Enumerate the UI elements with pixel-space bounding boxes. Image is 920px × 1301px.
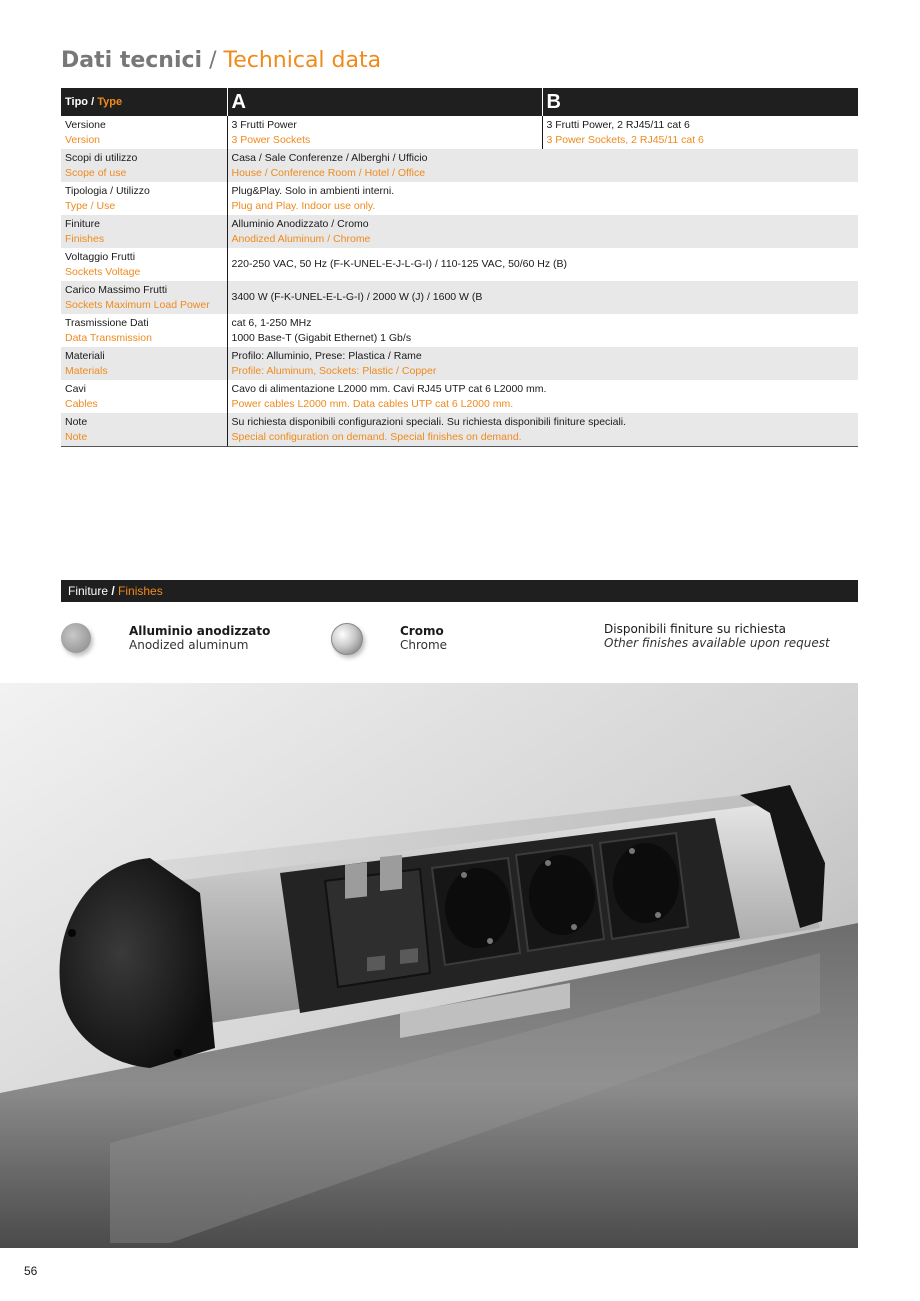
row-label bbox=[61, 215, 227, 248]
value-it: 3 Frutti Power bbox=[231, 118, 297, 131]
table-row bbox=[61, 413, 858, 447]
value-it: Plug&Play. Solo in ambienti interni. bbox=[231, 184, 395, 197]
row-label-en: Materials bbox=[65, 364, 108, 377]
row-label-en: Cables bbox=[65, 397, 98, 410]
row-label bbox=[61, 314, 227, 347]
row-label bbox=[61, 116, 227, 149]
table-row bbox=[61, 347, 858, 380]
row-label-it: Voltaggio Frutti bbox=[65, 250, 136, 263]
row-value bbox=[227, 248, 858, 281]
value-it: 220-250 VAC, 50 Hz (F-K-UNEL-E-J-L-G-I) / 110-125 VAC, 50/60 Hz (B) bbox=[231, 258, 568, 270]
finishes-section-bar bbox=[61, 580, 858, 602]
row-label-en: Sockets Maximum Load Power bbox=[65, 298, 210, 311]
header-type bbox=[61, 88, 227, 116]
row-value bbox=[227, 413, 858, 447]
table-header-row bbox=[61, 88, 858, 116]
row-value-a bbox=[227, 116, 542, 149]
value-en: Special configuration on demand. Special finishes on demand. bbox=[231, 430, 522, 443]
aluminum-swatch-icon bbox=[61, 623, 91, 653]
row-value bbox=[227, 149, 858, 182]
row-label bbox=[61, 281, 227, 314]
page-number: 56 bbox=[24, 1264, 38, 1278]
row-value bbox=[227, 347, 858, 380]
row-label-it: Finiture bbox=[65, 217, 101, 230]
table-row bbox=[61, 116, 858, 149]
row-value bbox=[227, 380, 858, 413]
row-label-it: Trasmissione Dati bbox=[65, 316, 149, 329]
finishes-bar-it: Finiture bbox=[68, 584, 109, 598]
finish-aluminum bbox=[129, 624, 270, 652]
value-it: Su richiesta disponibili configurazioni speciali. Su richiesta disponibili finiture speciali. bbox=[231, 415, 627, 428]
value-line-2: 1000 Base-T (Gigabit Ethernet) 1 Gb/s bbox=[231, 331, 412, 344]
row-label-it: Note bbox=[65, 415, 88, 428]
row-label-en: Note bbox=[65, 430, 88, 443]
table-row bbox=[61, 281, 858, 314]
value-en: Anodized Aluminum / Chrome bbox=[231, 232, 371, 245]
technical-data-table bbox=[61, 88, 858, 447]
socket-icon bbox=[600, 833, 688, 939]
row-value-b bbox=[542, 116, 858, 149]
row-label-en: Scope of use bbox=[65, 166, 127, 179]
value-en: Plug and Play. Indoor use only. bbox=[231, 199, 376, 212]
value-it: Cavo di alimentazione L2000 mm. Cavi RJ45 UTP cat 6 L2000 mm. bbox=[231, 382, 547, 395]
table-row bbox=[61, 182, 858, 215]
finish-other-note bbox=[604, 622, 830, 650]
header-type-it: Tipo bbox=[65, 95, 89, 108]
value-en: House / Conference Room / Hotel / Office bbox=[231, 166, 426, 179]
row-label-en: Sockets Voltage bbox=[65, 265, 141, 278]
row-label-en: Data Transmission bbox=[65, 331, 152, 344]
row-label-it: Materiali bbox=[65, 349, 105, 362]
socket-icon bbox=[516, 845, 604, 951]
value-it: 3 Frutti Power, 2 RJ45/11 cat 6 bbox=[546, 118, 690, 131]
table-row bbox=[61, 215, 858, 248]
finish-name-en: Anodized aluminum bbox=[129, 638, 249, 652]
row-label-en: Version bbox=[65, 133, 101, 146]
row-value bbox=[227, 215, 858, 248]
title-italian: Dati tecnici bbox=[61, 48, 203, 73]
value-en: 3 Power Sockets, 2 RJ45/11 cat 6 bbox=[546, 133, 704, 146]
value-line-1: cat 6, 1-250 MHz bbox=[231, 316, 312, 329]
row-label-it: Versione bbox=[65, 118, 106, 131]
value-en: Power cables L2000 mm. Data cables UTP cat 6 L2000 mm. bbox=[231, 397, 514, 410]
value-en: Profile: Aluminum, Sockets: Plastic / Copper bbox=[231, 364, 437, 377]
finish-other-en: Other finishes available upon request bbox=[604, 636, 830, 650]
finish-other-it: Disponibili finiture su richiesta bbox=[604, 622, 787, 636]
row-value bbox=[227, 182, 858, 215]
page-title bbox=[61, 46, 381, 76]
finishes-bar-separator: / bbox=[111, 584, 115, 598]
header-type-en: Type bbox=[97, 95, 123, 108]
title-english: Technical data bbox=[223, 48, 382, 73]
finishes-bar-en: Finishes bbox=[118, 584, 163, 598]
value-it: Alluminio Anodizzato / Cromo bbox=[231, 217, 369, 230]
row-label-it: Cavi bbox=[65, 382, 87, 395]
table-row bbox=[61, 314, 858, 347]
product-photo bbox=[0, 683, 858, 1248]
finish-name-en: Chrome bbox=[400, 638, 448, 652]
table-row bbox=[61, 149, 858, 182]
header-separator: / bbox=[91, 95, 95, 108]
row-label bbox=[61, 248, 227, 281]
finish-name-it: Alluminio anodizzato bbox=[129, 624, 271, 638]
row-label-it: Scopi di utilizzo bbox=[65, 151, 138, 164]
row-value bbox=[227, 314, 858, 347]
value-en: 3 Power Sockets bbox=[231, 133, 311, 146]
row-label bbox=[61, 182, 227, 215]
row-label-it: Carico Massimo Frutti bbox=[65, 283, 168, 296]
row-label bbox=[61, 413, 227, 447]
title-separator: / bbox=[209, 48, 217, 73]
finish-name-it: Cromo bbox=[400, 624, 444, 638]
row-label bbox=[61, 380, 227, 413]
row-label-it: Tipologia / Utilizzo bbox=[65, 184, 150, 197]
row-label-en: Type / Use bbox=[65, 199, 116, 212]
row-value bbox=[227, 281, 858, 314]
socket-icon bbox=[432, 858, 520, 965]
finish-chrome bbox=[400, 624, 447, 652]
value-it: Profilo: Alluminio, Prese: Plastica / Rame bbox=[231, 349, 422, 362]
header-col-a: A bbox=[227, 88, 542, 116]
chrome-swatch-icon bbox=[331, 623, 363, 655]
table-row bbox=[61, 380, 858, 413]
table-row bbox=[61, 248, 858, 281]
row-label bbox=[61, 149, 227, 182]
header-col-b: B bbox=[542, 88, 858, 116]
row-label bbox=[61, 347, 227, 380]
row-label-en: Finishes bbox=[65, 232, 105, 245]
power-strip-illustration bbox=[0, 683, 858, 1248]
value-it: 3400 W (F-K-UNEL-E-L-G-I) / 2000 W (J) / 1600 W (B bbox=[231, 291, 483, 303]
value-it: Casa / Sale Conferenze / Alberghi / Ufficio bbox=[231, 151, 428, 164]
